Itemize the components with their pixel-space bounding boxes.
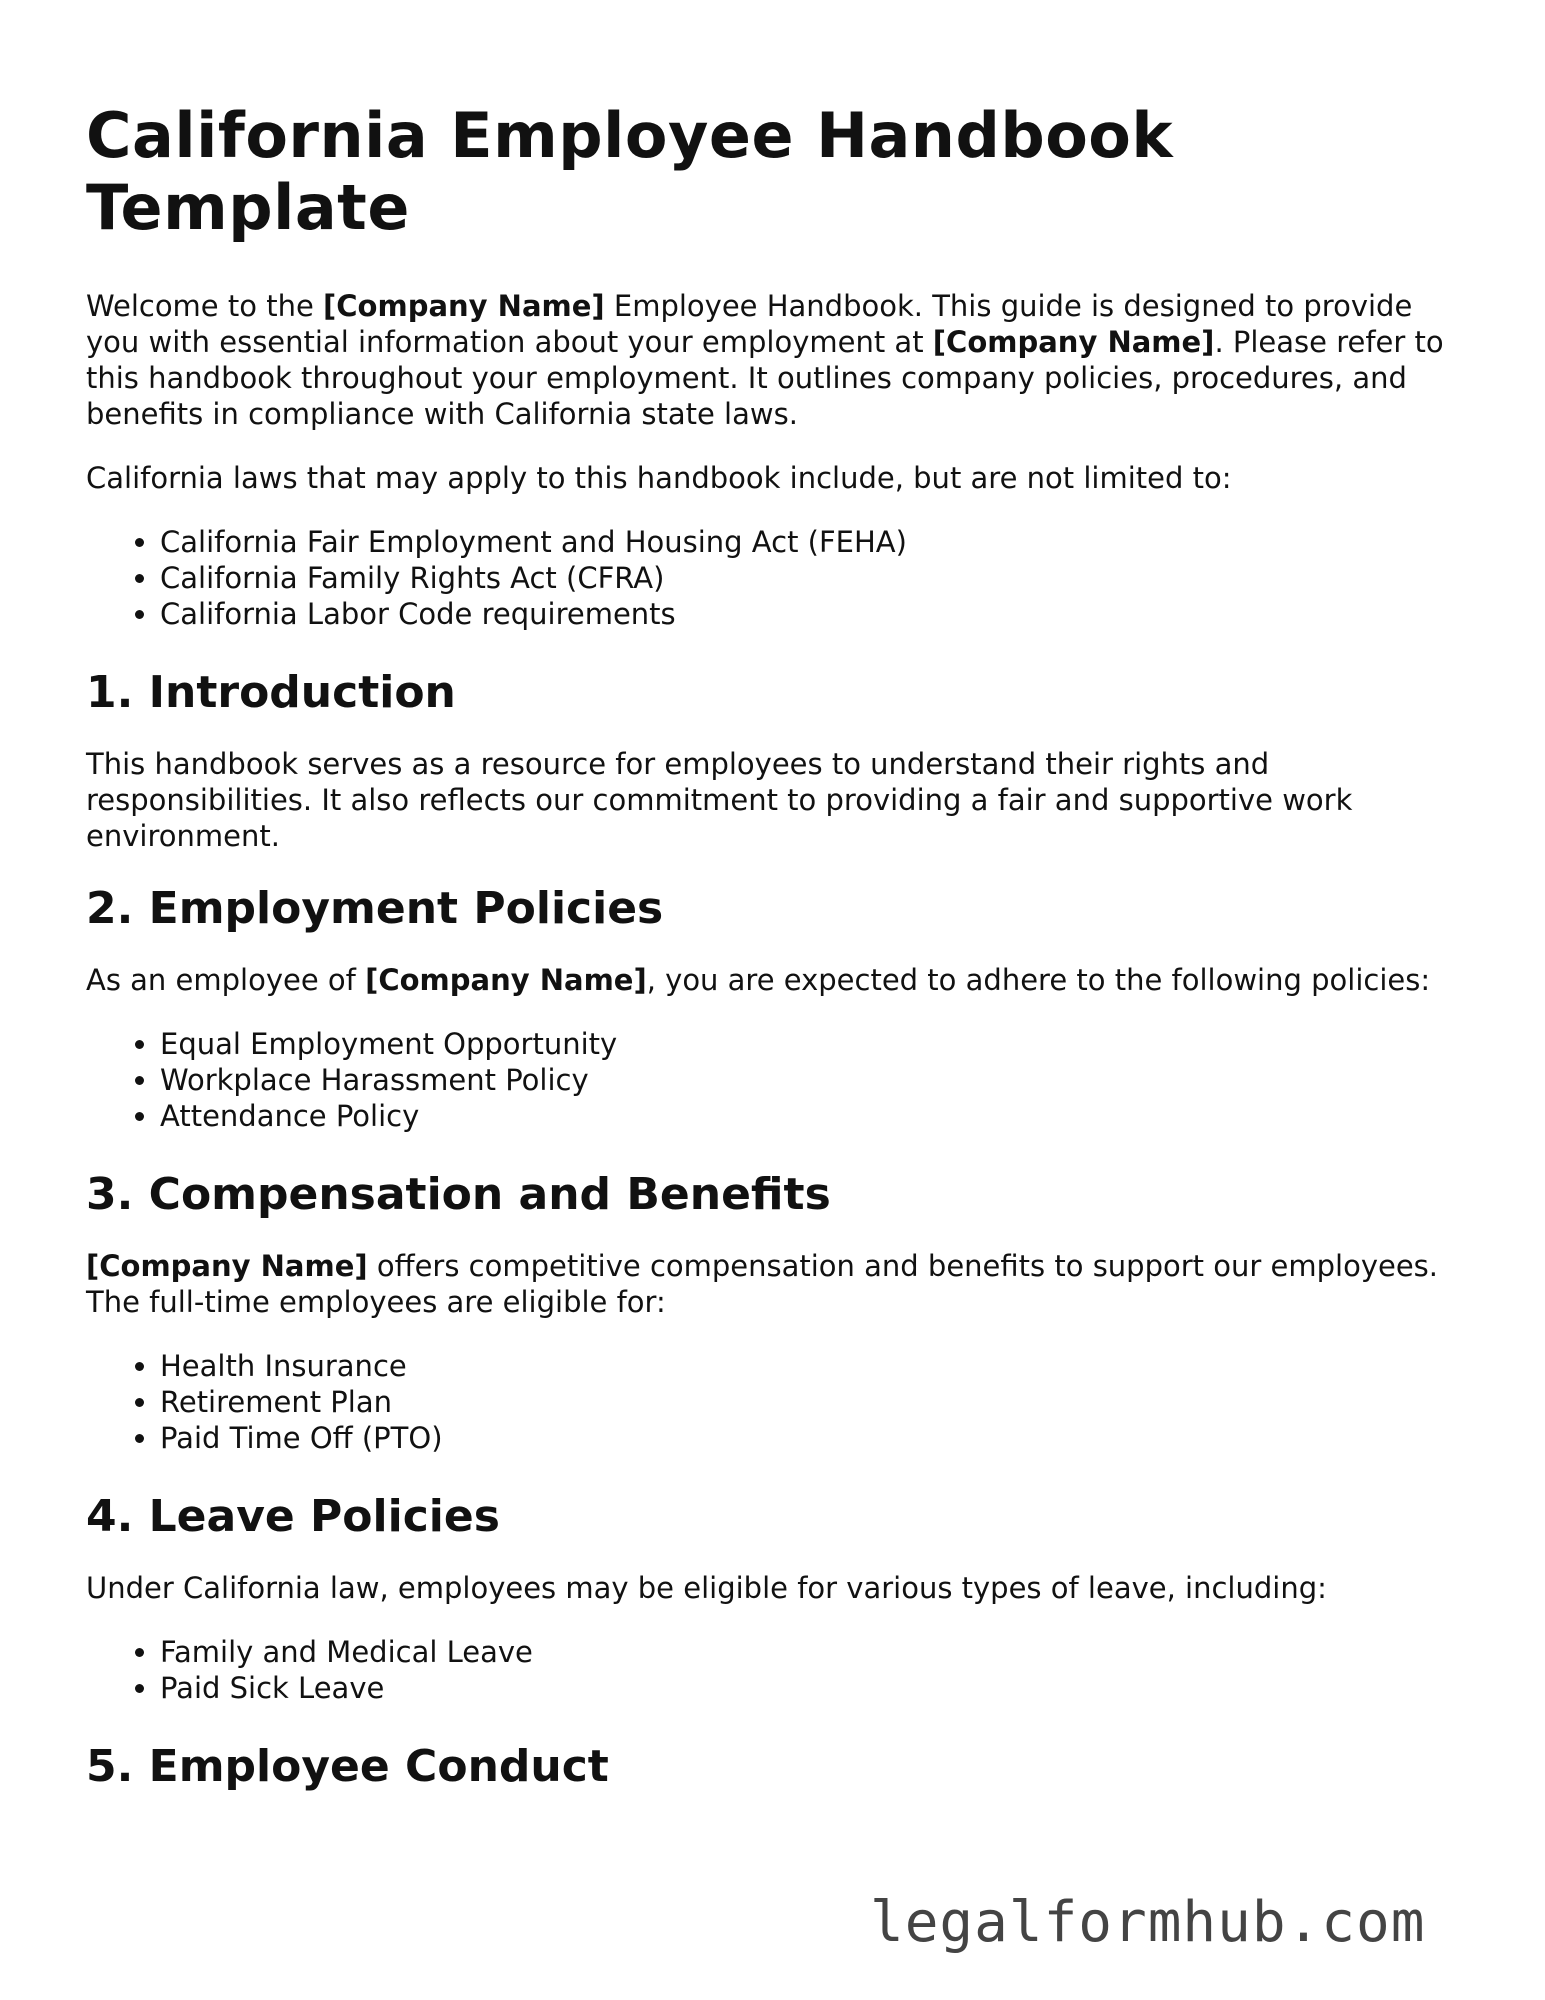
employment-policies-paragraph: [86, 962, 1466, 998]
section-heading-employee-conduct: 5. Employee Conduct: [86, 1741, 609, 1792]
watermark: legalformhub.com: [870, 1890, 1426, 1955]
introduction-paragraph: This handbook serves as a resource for employees to understand their rights and responsibilities. It also reflects our commitment to providing a fair and supportive work environment.: [86, 747, 1353, 853]
company-name-placeholder: [Company Name]: [323, 289, 605, 323]
list-item: • California Family Rights Act (CFRA): [160, 560, 1466, 596]
document-page: [86, 100, 1466, 1820]
section-heading-employment-policies: 2. Employment Policies: [86, 883, 664, 934]
list-item: • Paid Time Off (PTO): [160, 1420, 1466, 1456]
company-name-placeholder: [Company Name]: [86, 1249, 368, 1283]
company-name-placeholder: [Company Name]: [932, 325, 1215, 359]
intro-text-2: Employee Handbook. This guide is designed to provide you with essential information about your employment at: [86, 289, 1413, 359]
company-name-placeholder: [Company Name]: [365, 963, 647, 997]
list-item: • Paid Sick Leave: [160, 1670, 1466, 1706]
section-heading-compensation: 3. Compensation and Benefits: [86, 1169, 831, 1220]
employment-text-1: As an employee of: [86, 963, 366, 997]
list-item: • California Fair Employment and Housing Act (FEHA): [160, 524, 1466, 560]
list-item: • Workplace Harassment Policy: [160, 1062, 1466, 1098]
compensation-paragraph: [86, 1248, 1466, 1320]
intro-text-3: . Please refer to this handbook throughout your employment. It outlines company policies, procedures, and benefits in compliance with California state laws.: [86, 325, 1444, 431]
section-heading-leave-policies: 4. Leave Policies: [86, 1491, 500, 1542]
list-item: • Health Insurance: [160, 1348, 1466, 1384]
list-item: • Attendance Policy: [160, 1098, 1466, 1134]
benefits-list: [86, 1348, 1466, 1456]
leave-policies-paragraph: Under California law, employees may be eligible for various types of leave, including:: [86, 1571, 1327, 1605]
leave-list: [86, 1634, 1466, 1706]
laws-list: [86, 524, 1466, 632]
list-item: • California Labor Code requirements: [160, 596, 1466, 632]
intro-text-1: Welcome to the: [86, 289, 324, 323]
intro-paragraph: [86, 288, 1466, 432]
list-item: • Family and Medical Leave: [160, 1634, 1466, 1670]
laws-intro-paragraph: California laws that may apply to this handbook include, but are not limited to:: [86, 461, 1232, 495]
list-item: • Equal Employment Opportunity: [160, 1026, 1466, 1062]
employment-text-2: , you are expected to adhere to the following policies:: [646, 963, 1431, 997]
employment-policies-list: [86, 1026, 1466, 1134]
compensation-text: offers competitive compensation and benefits to support our employees. The full-time employees are eligible for:: [86, 1249, 1438, 1319]
document-title: California Employee Handbook Template: [86, 99, 1174, 244]
section-heading-introduction: 1. Introduction: [86, 667, 456, 718]
list-item: • Retirement Plan: [160, 1384, 1466, 1420]
